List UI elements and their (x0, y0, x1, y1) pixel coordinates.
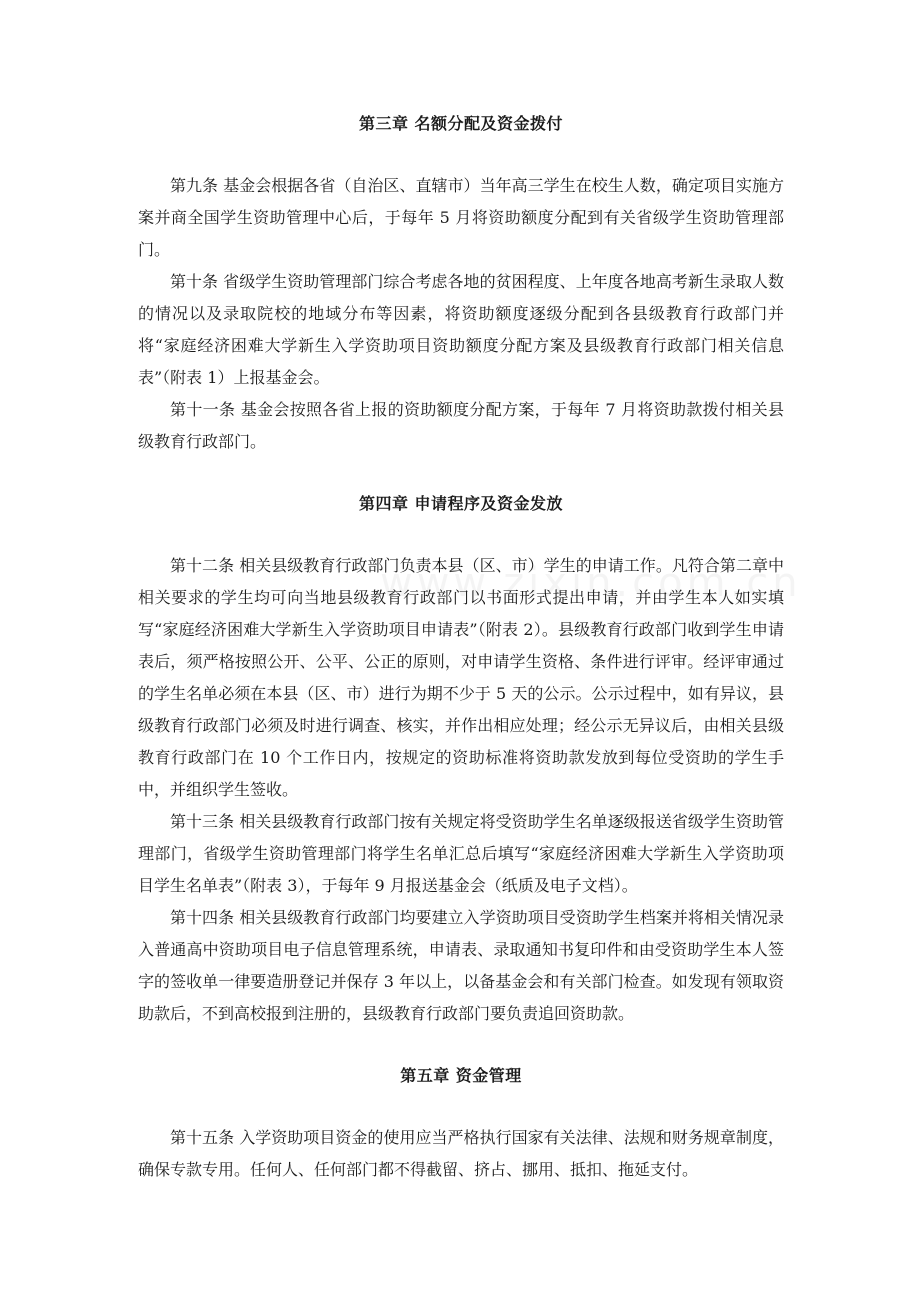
article-13: 第十三条 相关县级教育行政部门按有关规定将受资助学生名单逐级报送省级学生资助管理部门，省级学生资助管理部门将学生名单汇总后填写“家庭经济困难大学新生入学资助项目学生名单表”（附表 3），于每年 9 月报送基金会（纸质及电子文档）。 (138, 812, 784, 895)
chapter-3-heading: 第三章 名额分配及资金拨付 (358, 114, 564, 133)
article-10: 第十条 省级学生资助管理部门综合考虑各地的贫困程度、上年度各地高考新生录取人数的情况以及录取院校的地域分布等因素，将资助额度逐级分配到各县级教育行政部门并将“家庭经济困难大学新生入学资助项目资助额度分配方案及县级教育行政部门相关信息表”（附表 1）上报基金会。 (138, 272, 784, 387)
chapter-4-heading: 第四章 申请程序及资金发放 (358, 494, 564, 513)
article-14: 第十四条 相关县级教育行政部门均要建立入学资助项目受资助学生档案并将相关情况录入普通高中资助项目电子信息管理系统，申请表、录取通知书复印件和由受资助学生本人签字的签收单一律要造册登记并保存 3 年以上，以备基金会和有关部门检查。如发现有领取资助款后，不到高校报到注册的，县级教育行政部门要负责追回资助款。 (138, 908, 784, 1023)
article-9: 第九条 基金会根据各省（自治区、直辖市）当年高三学生在校生人数，确定项目实施方案并商全国学生资助管理中心后，于每年 5 月将资助额度分配到有关省级学生资助管理部门。 (138, 176, 784, 259)
article-12: 第十二条 相关县级教育行政部门负责本县（区、市）学生的申请工作。凡符合第二章中相关要求的学生均可向当地县级教育行政部门以书面形式提出申请，并由学生本人如实填写“家庭经济困难大学新生入学资助项目申请表”（附表 2）。县级教育行政部门收到学生申请表后，须严格按照公开、公平、公正的原则，对申请学生资格、条件进行评审。经评审通过的学生名单必须在本县（区、市）进行为期不少于 5 天的公示。公示过程中，如有异议，县级教育行政部门必须及时进行调查、核实，并作出相应处理；经公示无异议后，由相关县级教育行政部门在 10 个工作日内，按规定的资助标准将资助款发放到每位受资助的学生手中，并组织学生签收。 (138, 556, 784, 799)
document-body (138, 108, 784, 1186)
article-11: 第十一条 基金会按照各省上报的资助额度分配方案，于每年 7 月将资助款拨付相关县级教育行政部门。 (138, 400, 784, 451)
article-15: 第十五条 入学资助项目资金的使用应当严格执行国家有关法律、法规和财务规章制度，确保专款专用。任何人、任何部门都不得截留、挤占、挪用、抵扣、拖延支付。 (138, 1128, 784, 1179)
chapter-5-heading: 第五章 资金管理 (400, 1066, 522, 1085)
